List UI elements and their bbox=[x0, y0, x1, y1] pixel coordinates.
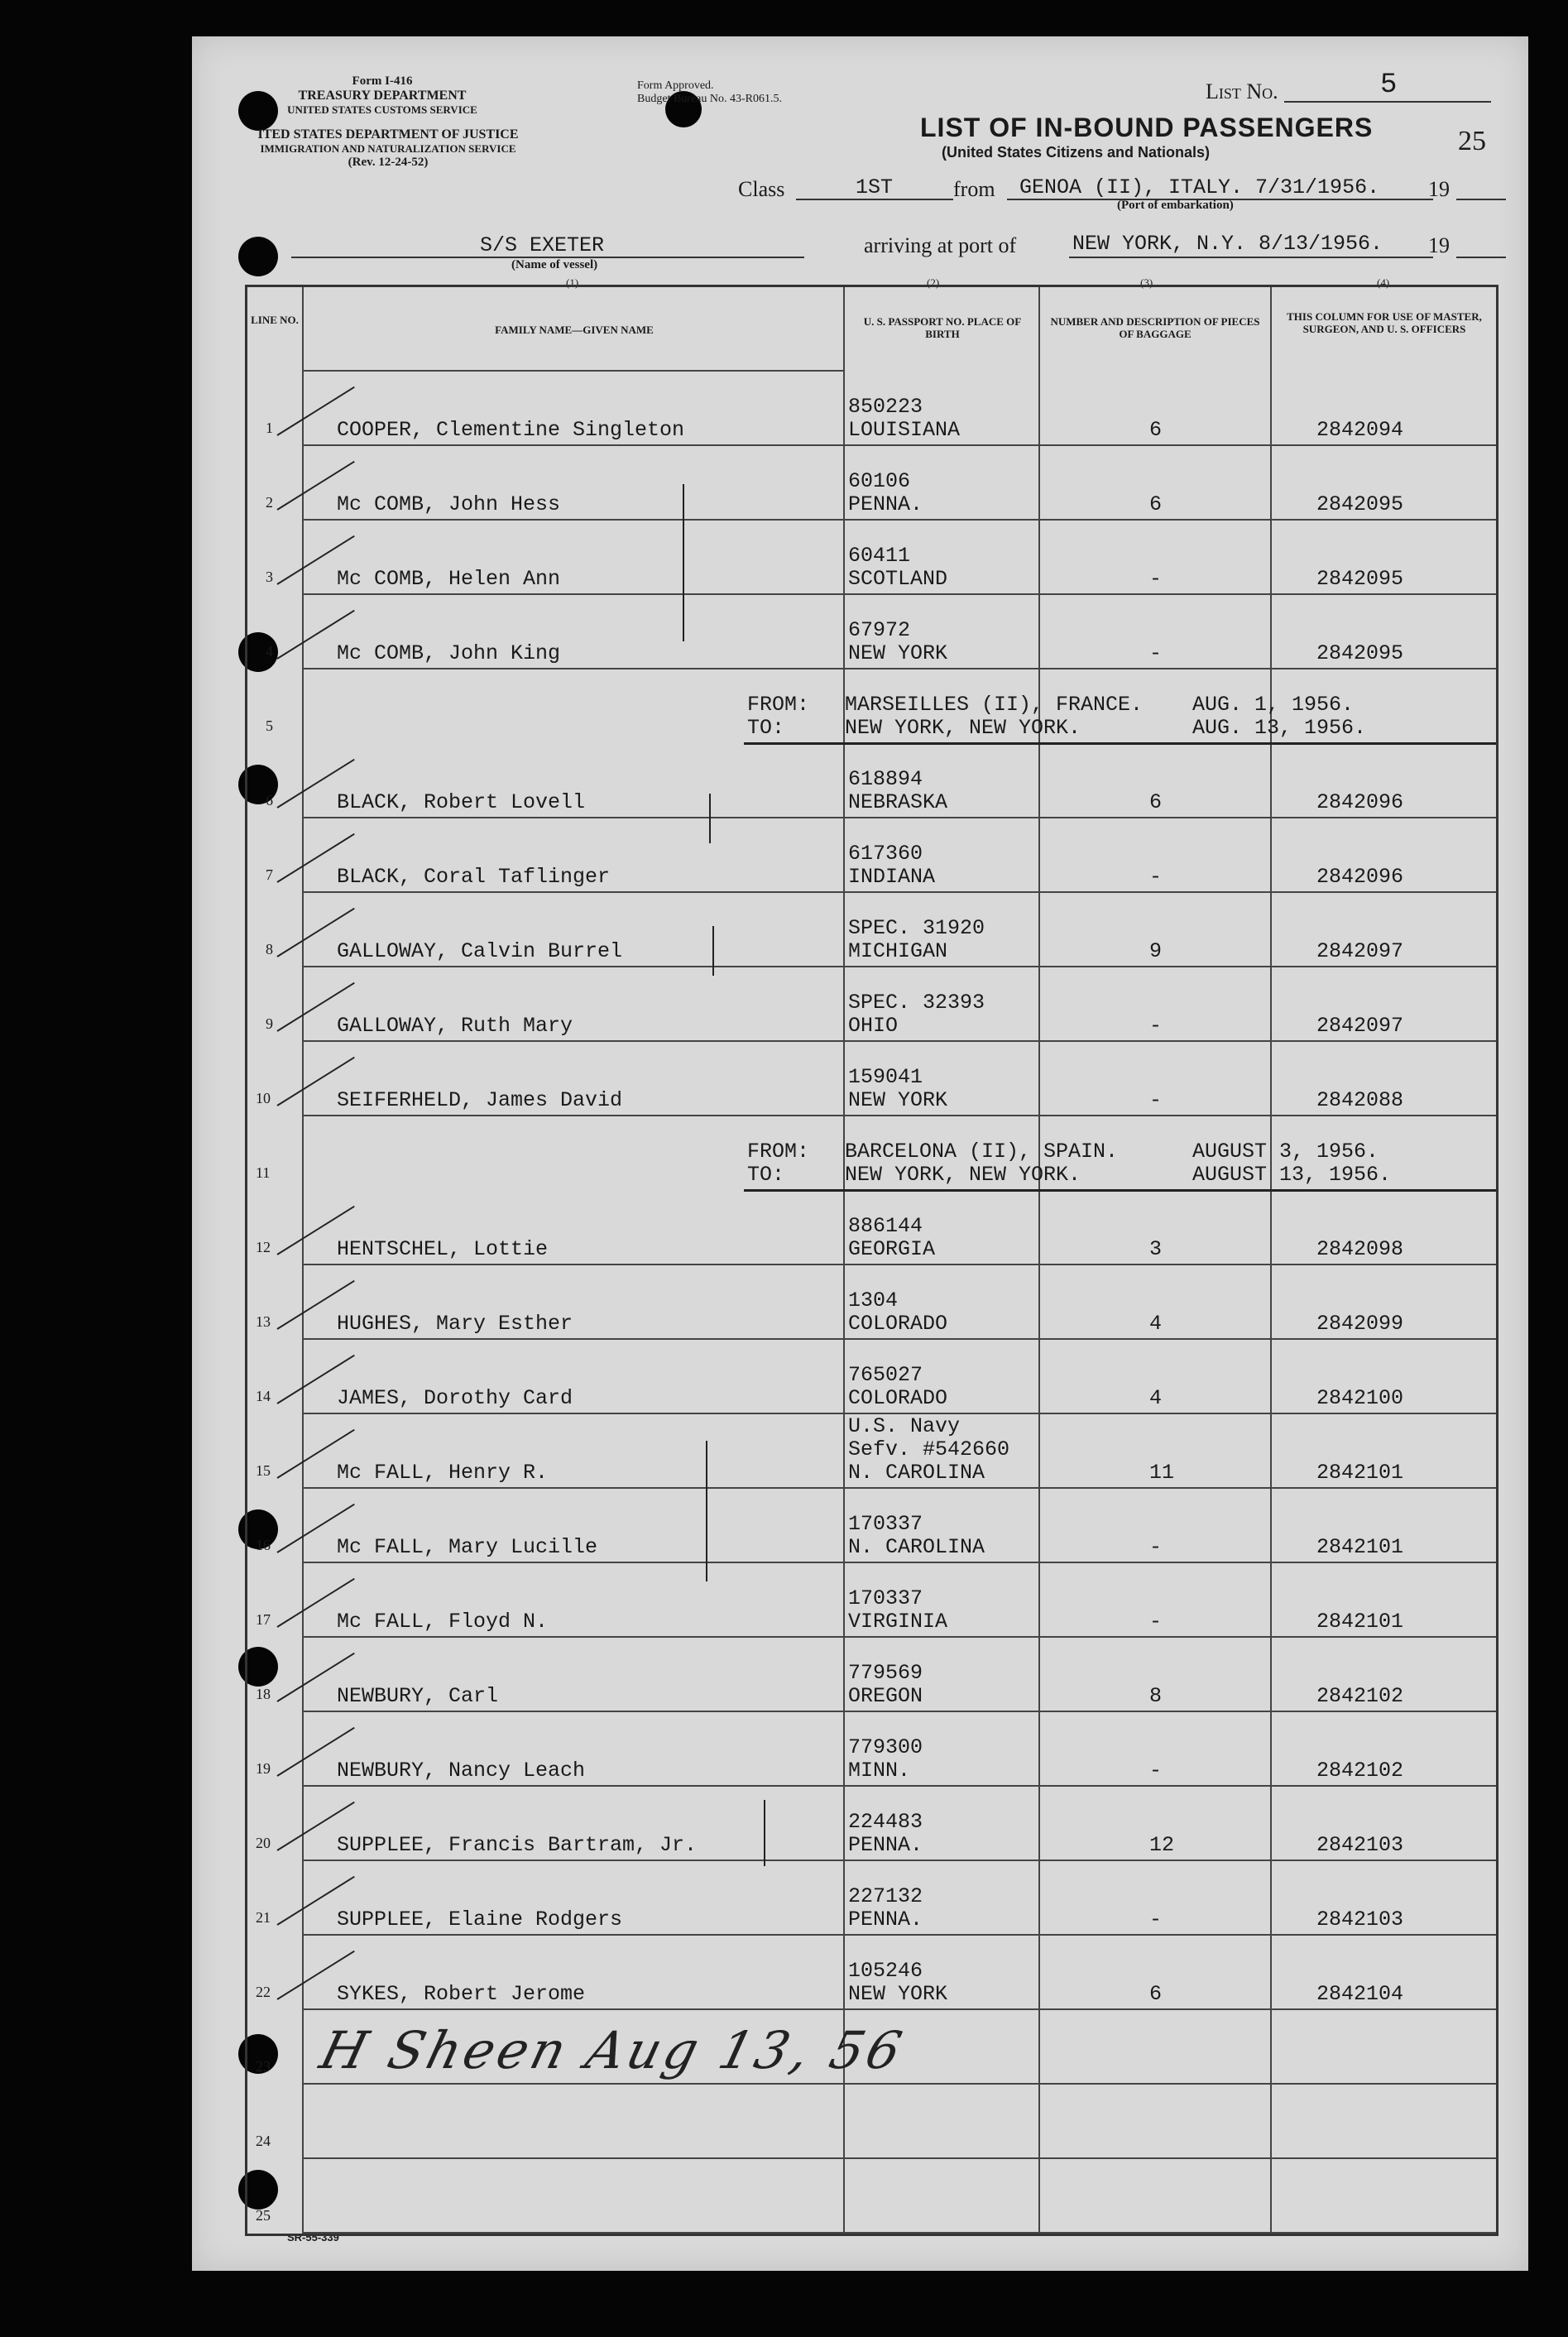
passenger-given-name: Dorothy Card bbox=[424, 1386, 573, 1410]
row-line bbox=[304, 1040, 1496, 1042]
col-header-baggage: NUMBER AND DESCRIPTION OF PIECES OF BAGGAGE bbox=[1050, 315, 1260, 340]
passenger-row bbox=[247, 522, 1496, 597]
baggage-count: 9 bbox=[1149, 939, 1163, 963]
row-line bbox=[304, 1264, 1496, 1265]
year-underline-2 bbox=[1456, 257, 1506, 258]
officer-code: 2842098 bbox=[1316, 1237, 1404, 1261]
passport-number: 850223 bbox=[848, 395, 923, 419]
class-label: Class bbox=[738, 177, 785, 201]
arriving-underline bbox=[1069, 257, 1433, 258]
line-number: 5 bbox=[266, 717, 273, 734]
passport-number: 765027 bbox=[848, 1363, 923, 1387]
passenger-row bbox=[247, 895, 1496, 969]
passenger-surname: Mc COMB, bbox=[337, 567, 437, 591]
row-line bbox=[304, 1115, 1496, 1116]
from-label: FROM: bbox=[747, 693, 810, 717]
passenger-surname: BLACK, bbox=[337, 865, 412, 889]
passenger-row bbox=[247, 448, 1496, 522]
from-label: FROM: bbox=[747, 1140, 810, 1164]
row-line bbox=[304, 2232, 1496, 2234]
passport-detail: Sefv. #542660 bbox=[848, 1437, 1010, 1461]
passenger-row bbox=[247, 373, 1496, 448]
line-number: 11 bbox=[256, 1164, 271, 1181]
row-line bbox=[304, 1487, 1496, 1489]
passport-number: 886144 bbox=[848, 1214, 923, 1238]
passenger-given-name: Ruth Mary bbox=[461, 1014, 573, 1038]
passenger-surname: SYKES, bbox=[337, 1982, 412, 2006]
passenger-row bbox=[247, 597, 1496, 671]
passenger-given-name: John Hess bbox=[448, 492, 561, 516]
passenger-row bbox=[247, 1714, 1496, 1788]
row-line bbox=[304, 966, 1496, 967]
row-line bbox=[304, 1338, 1496, 1340]
place-of-birth: NEW YORK bbox=[848, 1088, 948, 1112]
passenger-given-name: James David bbox=[486, 1088, 623, 1112]
passport-number: 67972 bbox=[848, 618, 911, 642]
row-line bbox=[304, 2008, 1496, 2010]
passenger-given-name: Robert Jerome bbox=[424, 1982, 586, 2006]
line-number: 22 bbox=[256, 1984, 271, 2000]
passport-number: U.S. Navy bbox=[848, 1414, 961, 1438]
list-no-underline bbox=[1284, 101, 1491, 103]
col-header-officers: THIS COLUMN FOR USE OF MASTER, SURGEON, AND U. S. OFFICERS bbox=[1287, 310, 1482, 335]
passenger-row bbox=[247, 1416, 1496, 1490]
row-line bbox=[744, 1189, 1496, 1192]
passport-number: 60411 bbox=[848, 544, 911, 568]
passenger-row bbox=[247, 1937, 1496, 2012]
officer-code: 2842088 bbox=[1316, 1088, 1404, 1112]
officer-code: 2842096 bbox=[1316, 865, 1404, 889]
row-line bbox=[744, 742, 1496, 745]
passenger-surname: GALLOWAY, bbox=[337, 1014, 449, 1038]
passenger-given-name: Calvin Burrel bbox=[461, 939, 623, 963]
officer-code: 2842102 bbox=[1316, 1759, 1404, 1783]
row-line bbox=[304, 668, 1496, 669]
row-line bbox=[304, 1860, 1496, 1861]
family-bracket bbox=[709, 794, 711, 843]
col-header-line: LINE NO. bbox=[251, 314, 299, 326]
budget-bureau: Budget Bureau No. 43-R061.5. bbox=[637, 93, 782, 105]
place-of-birth: NEW YORK bbox=[848, 641, 948, 665]
officer-code: 2842095 bbox=[1316, 492, 1404, 516]
passport-number: 159041 bbox=[848, 1065, 923, 1089]
segment-row bbox=[247, 1118, 1496, 1192]
list-title: LIST OF IN-BOUND PASSENGERS bbox=[920, 113, 1374, 142]
passenger-row bbox=[247, 1863, 1496, 1937]
line-number: 6 bbox=[266, 792, 273, 809]
approval-block bbox=[637, 79, 782, 106]
line-number: 20 bbox=[256, 1835, 271, 1851]
line-number: 18 bbox=[256, 1686, 271, 1702]
line-number: 1 bbox=[266, 420, 273, 436]
passenger-surname: GALLOWAY, bbox=[337, 939, 449, 963]
officer-code: 2842097 bbox=[1316, 939, 1404, 963]
form-number: Form I-416 bbox=[352, 74, 413, 88]
place-of-birth: GEORGIA bbox=[848, 1237, 936, 1261]
passenger-given-name: Nancy Leach bbox=[448, 1759, 586, 1783]
passenger-row bbox=[247, 969, 1496, 1044]
header-divider bbox=[304, 370, 845, 372]
passenger-surname: SUPPLEE, bbox=[337, 1908, 437, 1932]
passenger-row bbox=[247, 1788, 1496, 1863]
passenger-given-name: Carl bbox=[448, 1684, 499, 1708]
to-date: AUGUST 13, 1956. bbox=[1192, 1163, 1392, 1187]
col-num-2: (2) bbox=[927, 276, 940, 289]
passenger-given-name: Helen Ann bbox=[448, 567, 561, 591]
baggage-count: - bbox=[1149, 1610, 1163, 1634]
year-suffix-2: 19 bbox=[1428, 233, 1450, 257]
col-header-name: FAMILY NAME—GIVEN NAME bbox=[495, 324, 654, 336]
line-number: 7 bbox=[266, 866, 273, 883]
baggage-count: - bbox=[1149, 1014, 1163, 1038]
page-number: 25 bbox=[1458, 126, 1486, 156]
place-of-birth: N. CAROLINA bbox=[848, 1535, 985, 1559]
row-line bbox=[304, 1934, 1496, 1936]
year-suffix: 19 bbox=[1428, 177, 1450, 201]
row-line bbox=[304, 1785, 1496, 1787]
row-line bbox=[304, 817, 1496, 818]
passenger-given-name: Mary Esther bbox=[436, 1312, 573, 1336]
passenger-row bbox=[247, 1565, 1496, 1639]
port-embark-caption: (Port of embarkation) bbox=[1117, 199, 1234, 212]
place-of-birth: LOUISIANA bbox=[848, 418, 961, 442]
baggage-count: - bbox=[1149, 1088, 1163, 1112]
place-of-birth: SCOTLAND bbox=[848, 567, 948, 591]
ins-service: IMMIGRATION AND NATURALIZATION SERVICE bbox=[260, 142, 516, 155]
passport-number: 779569 bbox=[848, 1661, 923, 1685]
officer-code: 2842100 bbox=[1316, 1386, 1404, 1410]
to-place: NEW YORK, NEW YORK. bbox=[845, 1163, 1081, 1187]
baggage-count: 6 bbox=[1149, 1982, 1163, 2006]
list-no-value: 5 bbox=[1380, 70, 1398, 101]
blank-row bbox=[247, 2161, 1496, 2235]
passenger-given-name: Mary Lucille bbox=[448, 1535, 598, 1559]
footer-code: SR-55-339 bbox=[287, 2231, 339, 2243]
list-subtitle: (United States Citizens and Nationals) bbox=[942, 144, 1211, 161]
list-no-label: List No. bbox=[1206, 79, 1278, 103]
passenger-surname: HENTSCHEL, bbox=[337, 1237, 462, 1261]
from-date: AUG. 1, 1956. bbox=[1192, 693, 1355, 717]
passport-number: 170337 bbox=[848, 1512, 923, 1536]
officer-code: 2842097 bbox=[1316, 1014, 1404, 1038]
baggage-count: 6 bbox=[1149, 492, 1163, 516]
passenger-surname: JAMES, bbox=[337, 1386, 412, 1410]
place-of-birth: VIRGINIA bbox=[848, 1610, 948, 1634]
passenger-given-name: Clementine Singleton bbox=[436, 418, 685, 442]
passport-number: 617360 bbox=[848, 842, 923, 866]
line-number: 8 bbox=[266, 941, 273, 957]
revision: (Rev. 12-24-52) bbox=[348, 156, 429, 169]
passenger-given-name: John King bbox=[448, 641, 561, 665]
officer-code: 2842104 bbox=[1316, 1982, 1404, 2006]
passenger-surname: Mc FALL, bbox=[337, 1610, 437, 1634]
justice-block bbox=[252, 127, 525, 170]
line-number: 17 bbox=[256, 1611, 271, 1628]
row-line bbox=[304, 2157, 1496, 2159]
passenger-surname: HUGHES, bbox=[337, 1312, 424, 1336]
family-bracket bbox=[683, 484, 684, 641]
passenger-row bbox=[247, 746, 1496, 820]
baggage-count: - bbox=[1149, 1535, 1163, 1559]
passenger-surname: NEWBURY, bbox=[337, 1759, 437, 1783]
baggage-count: - bbox=[1149, 1759, 1163, 1783]
passenger-surname: Mc FALL, bbox=[337, 1535, 437, 1559]
baggage-count: - bbox=[1149, 1908, 1163, 1932]
passenger-surname: Mc COMB, bbox=[337, 492, 437, 516]
col-num-3: (3) bbox=[1140, 276, 1153, 289]
passport-number: 779300 bbox=[848, 1735, 923, 1759]
punch-hole bbox=[238, 237, 278, 276]
passport-number: 618894 bbox=[848, 767, 923, 791]
officer-code: 2842099 bbox=[1316, 1312, 1404, 1336]
to-date: AUG. 13, 1956. bbox=[1192, 716, 1367, 740]
family-bracket bbox=[706, 1441, 707, 1581]
line-number: 12 bbox=[256, 1239, 271, 1255]
vessel-caption: (Name of vessel) bbox=[511, 258, 598, 271]
row-line bbox=[304, 593, 1496, 595]
passenger-surname: NEWBURY, bbox=[337, 1684, 437, 1708]
from-value: GENOA (II), ITALY. 7/31/1956. bbox=[1019, 175, 1380, 199]
place-of-birth: OHIO bbox=[848, 1014, 899, 1038]
row-line bbox=[304, 1562, 1496, 1563]
passenger-surname: Mc FALL, bbox=[337, 1461, 437, 1485]
passenger-given-name: Coral Taflinger bbox=[424, 865, 611, 889]
baggage-count: - bbox=[1149, 641, 1163, 665]
row-line bbox=[304, 891, 1496, 893]
baggage-count: 6 bbox=[1149, 790, 1163, 814]
row-line bbox=[304, 2083, 1496, 2085]
vessel-name: S/S EXETER bbox=[480, 233, 605, 257]
passenger-surname: SUPPLEE, bbox=[337, 1833, 437, 1857]
line-number: 23 bbox=[256, 2058, 271, 2075]
justice-department: ITED STATES DEPARTMENT OF JUSTICE bbox=[257, 127, 519, 142]
to-label: TO: bbox=[747, 1163, 785, 1187]
passport-number: 170337 bbox=[848, 1586, 923, 1610]
row-line bbox=[304, 1636, 1496, 1638]
passenger-given-name: Elaine Rodgers bbox=[448, 1908, 623, 1932]
officer-code: 2842101 bbox=[1316, 1461, 1404, 1485]
row-line bbox=[304, 1711, 1496, 1712]
line-number: 4 bbox=[266, 643, 273, 660]
col-header-passport: U. S. PASSPORT NO. PLACE OF BIRTH bbox=[863, 315, 1022, 340]
baggage-count: 12 bbox=[1149, 1833, 1175, 1857]
passenger-given-name: Robert Lovell bbox=[424, 790, 586, 814]
passenger-table bbox=[245, 285, 1498, 2236]
place-of-birth: MICHIGAN bbox=[848, 939, 948, 963]
customs-service: UNITED STATES CUSTOMS SERVICE bbox=[287, 103, 477, 116]
passport-number: 227132 bbox=[848, 1884, 923, 1908]
passport-number: SPEC. 32393 bbox=[848, 991, 985, 1015]
baggage-count: 8 bbox=[1149, 1684, 1163, 1708]
passenger-given-name: Francis Bartram, Jr. bbox=[448, 1833, 698, 1857]
passenger-surname: SEIFERHELD, bbox=[337, 1088, 474, 1112]
passenger-row bbox=[247, 1490, 1496, 1565]
family-bracket bbox=[764, 1800, 765, 1866]
line-number: 10 bbox=[256, 1090, 271, 1106]
line-number: 15 bbox=[256, 1462, 271, 1479]
form-agency-block bbox=[258, 74, 506, 117]
place-of-birth: PENNA. bbox=[848, 492, 923, 516]
passport-number: 60106 bbox=[848, 469, 911, 493]
place-of-birth: COLORADO bbox=[848, 1312, 948, 1336]
from-date: AUGUST 3, 1956. bbox=[1192, 1140, 1379, 1164]
passenger-row bbox=[247, 1192, 1496, 1267]
line-number: 21 bbox=[256, 1909, 271, 1926]
officer-code: 2842095 bbox=[1316, 641, 1404, 665]
place-of-birth: INDIANA bbox=[848, 865, 936, 889]
arriving-label: arriving at port of bbox=[864, 233, 1017, 257]
passenger-surname: COOPER, bbox=[337, 418, 424, 442]
passenger-given-name: Lottie bbox=[473, 1237, 549, 1261]
passport-number: 1304 bbox=[848, 1288, 899, 1312]
passenger-row bbox=[247, 1341, 1496, 1416]
passport-number: 105246 bbox=[848, 1959, 923, 1983]
officer-code: 2842101 bbox=[1316, 1535, 1404, 1559]
row-line bbox=[304, 444, 1496, 446]
officer-code: 2842101 bbox=[1316, 1610, 1404, 1634]
place-of-birth: NEBRASKA bbox=[848, 790, 948, 814]
line-number: 25 bbox=[256, 2207, 271, 2224]
place-of-birth: COLORADO bbox=[848, 1386, 948, 1410]
to-place: NEW YORK, NEW YORK. bbox=[845, 716, 1081, 740]
officer-code: 2842102 bbox=[1316, 1684, 1404, 1708]
from-label: from bbox=[953, 177, 995, 201]
passenger-row bbox=[247, 1267, 1496, 1341]
place-of-birth: NEW YORK bbox=[848, 1982, 948, 2006]
line-number: 16 bbox=[256, 1537, 271, 1553]
form-approved: Form Approved. bbox=[637, 79, 714, 92]
col-num-1: (1) bbox=[566, 276, 579, 289]
passenger-given-name: Henry R. bbox=[448, 1461, 549, 1485]
line-number: 14 bbox=[256, 1388, 271, 1404]
line-number: 2 bbox=[266, 494, 273, 511]
line-number: 19 bbox=[256, 1760, 271, 1777]
passenger-surname: BLACK, bbox=[337, 790, 412, 814]
baggage-count: 11 bbox=[1149, 1461, 1175, 1485]
from-place: MARSEILLES (II), FRANCE. bbox=[845, 693, 1144, 717]
line-number: 9 bbox=[266, 1015, 273, 1032]
place-of-birth: N. CAROLINA bbox=[848, 1461, 985, 1485]
line-number: 24 bbox=[256, 2133, 271, 2149]
passenger-row bbox=[247, 1044, 1496, 1118]
treasury-department: TREASURY DEPARTMENT bbox=[298, 89, 467, 103]
passport-number: SPEC. 31920 bbox=[848, 916, 985, 940]
officer-code: 2842103 bbox=[1316, 1908, 1404, 1932]
officer-code: 2842103 bbox=[1316, 1833, 1404, 1857]
segment-row bbox=[247, 671, 1496, 746]
year-underline bbox=[1456, 199, 1506, 200]
row-line bbox=[304, 519, 1496, 521]
baggage-count: - bbox=[1149, 567, 1163, 591]
passport-number: 224483 bbox=[848, 1810, 923, 1834]
passenger-given-name: Floyd N. bbox=[448, 1610, 549, 1634]
line-number: 3 bbox=[266, 569, 273, 585]
place-of-birth: PENNA. bbox=[848, 1908, 923, 1932]
baggage-count: 4 bbox=[1149, 1312, 1163, 1336]
class-value: 1ST bbox=[856, 175, 894, 199]
officer-code: 2842095 bbox=[1316, 567, 1404, 591]
line-number: 13 bbox=[256, 1313, 271, 1330]
place-of-birth: OREGON bbox=[848, 1684, 923, 1708]
passenger-surname: Mc COMB, bbox=[337, 641, 437, 665]
blank-row bbox=[247, 2086, 1496, 2161]
handwritten-signature: H Sheen Aug 13, 56 bbox=[314, 2020, 911, 2080]
baggage-count: 6 bbox=[1149, 418, 1163, 442]
baggage-count: 3 bbox=[1149, 1237, 1163, 1261]
baggage-count: - bbox=[1149, 865, 1163, 889]
baggage-count: 4 bbox=[1149, 1386, 1163, 1410]
place-of-birth: PENNA. bbox=[848, 1833, 923, 1857]
officer-code: 2842094 bbox=[1316, 418, 1404, 442]
place-of-birth: MINN. bbox=[848, 1759, 911, 1783]
col-num-4: (4) bbox=[1377, 276, 1390, 289]
arriving-value: NEW YORK, N.Y. 8/13/1956. bbox=[1072, 232, 1383, 256]
from-place: BARCELONA (II), SPAIN. bbox=[845, 1140, 1119, 1164]
passenger-row bbox=[247, 820, 1496, 895]
family-bracket bbox=[712, 926, 714, 976]
officer-code: 2842096 bbox=[1316, 790, 1404, 814]
passenger-row bbox=[247, 1639, 1496, 1714]
to-label: TO: bbox=[747, 716, 785, 740]
